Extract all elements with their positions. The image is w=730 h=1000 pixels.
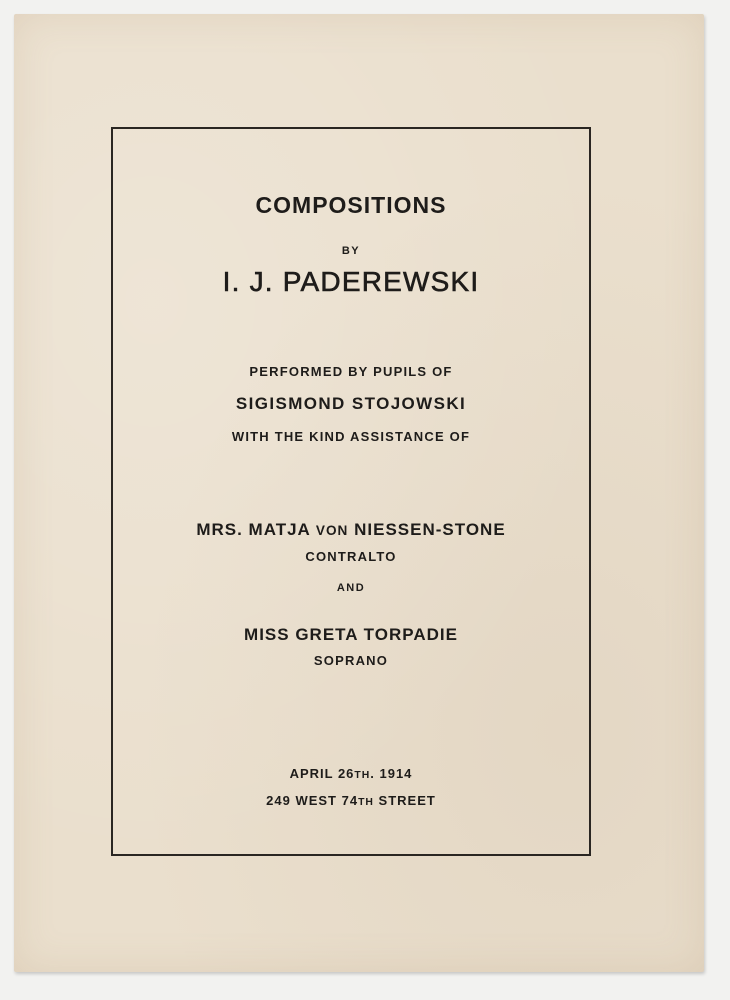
date-suffix: TH: [354, 770, 371, 781]
date-month-day: APRIL 26: [289, 766, 355, 781]
and-line: AND: [336, 582, 366, 594]
address-street: STREET: [373, 793, 436, 808]
soprano-voice-label: SOPRANO: [313, 653, 389, 668]
concert-address: [113, 793, 589, 808]
address-number-street: 249 WEST 74: [266, 793, 359, 808]
address-suffix: TH: [358, 797, 374, 808]
singer1-prefix: MRS. MATJA: [196, 520, 316, 539]
singer1-particle: VON: [315, 523, 349, 538]
by-line: BY: [341, 245, 361, 257]
program-title: COMPOSITIONS: [255, 192, 447, 218]
teacher-name: SIGISMOND STOJOWSKI: [235, 394, 467, 413]
soprano-singer-name: MISS GRETA TORPADIE: [244, 625, 458, 644]
concert-date: [113, 766, 589, 781]
assistance-line: WITH THE KIND ASSISTANCE OF: [231, 429, 471, 444]
date-year: . 1914: [370, 766, 413, 781]
contralto-singer-name: [113, 520, 589, 540]
program-border-frame: [111, 127, 591, 856]
performed-by-line: PERFORMED BY PUPILS OF: [249, 364, 453, 379]
program-sheet: [14, 14, 704, 972]
composer-name: I. J. PADEREWSKI: [222, 266, 480, 297]
singer1-surname: NIESSEN-STONE: [348, 520, 506, 539]
contralto-voice-label: CONTRALTO: [305, 549, 397, 564]
